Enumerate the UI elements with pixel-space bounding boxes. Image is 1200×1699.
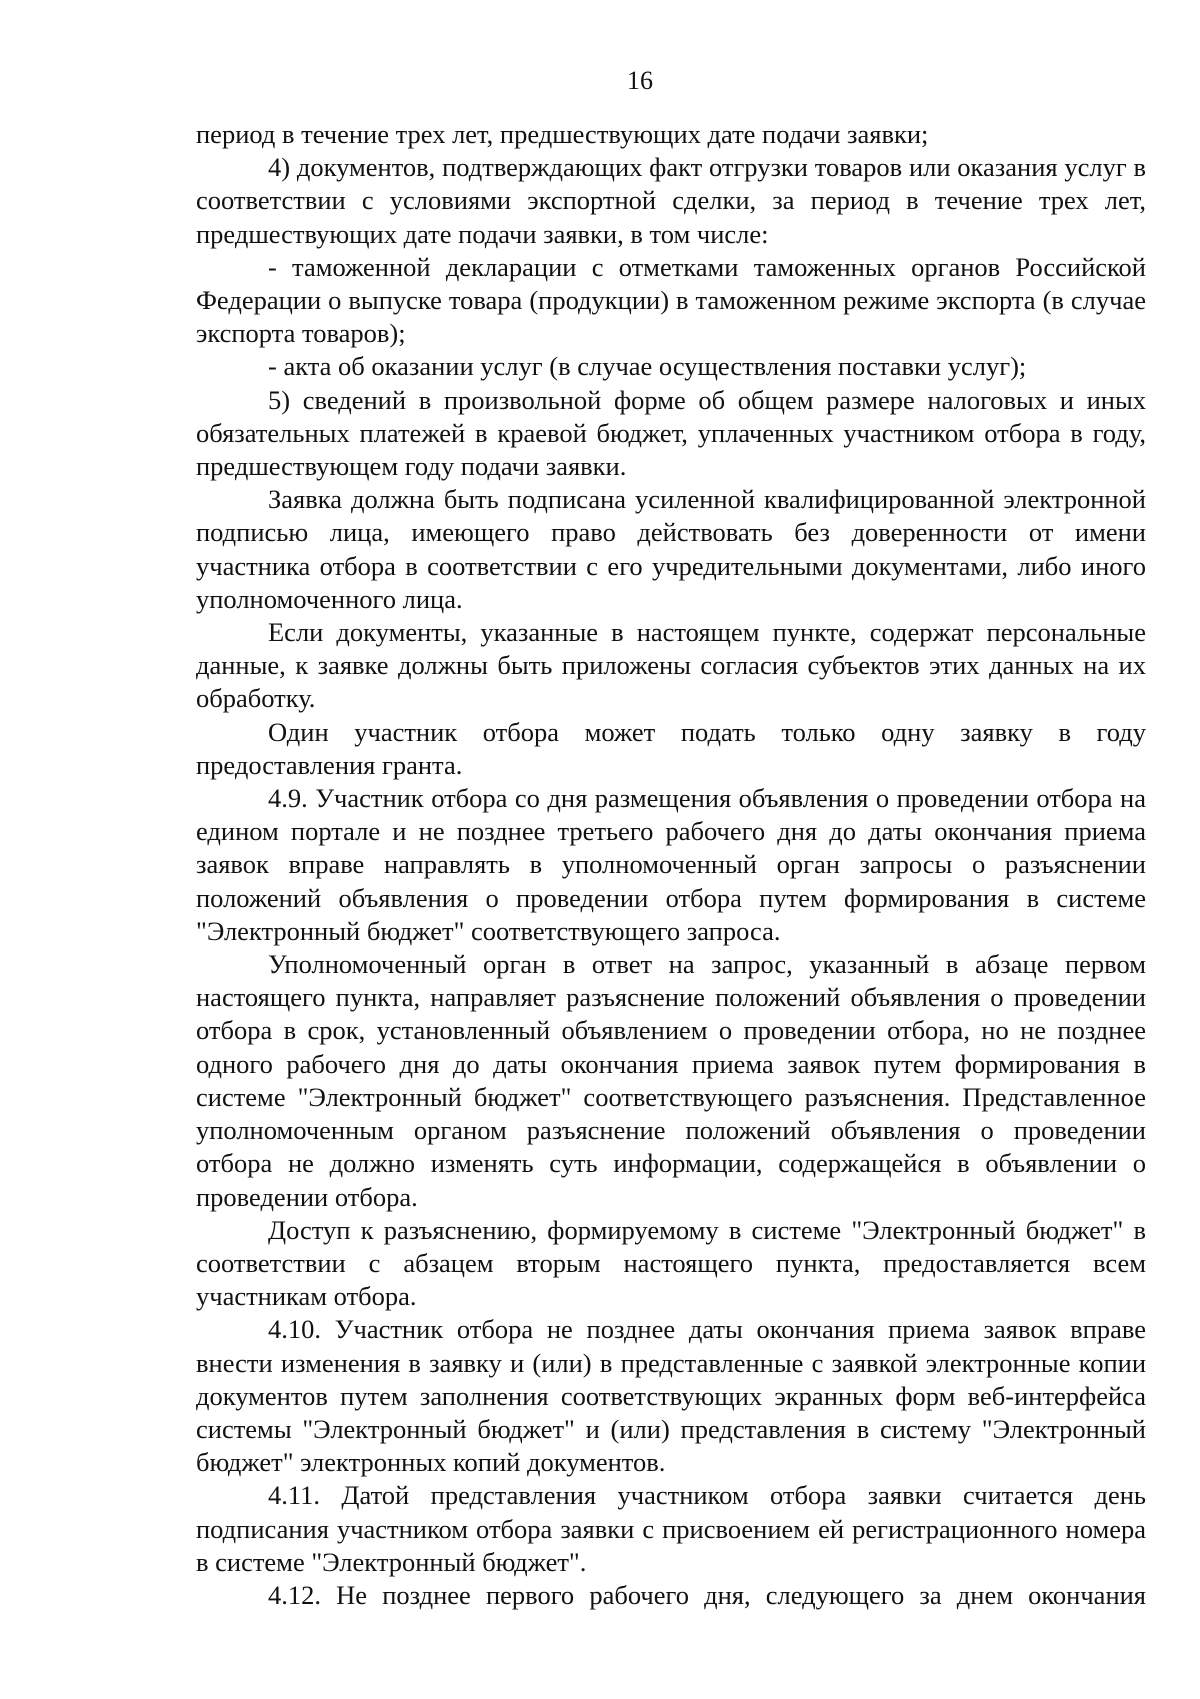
paragraph: Уполномоченный орган в ответ на запрос, указанный в абзаце первом настоящего пункта, направляет разъяснение положений объявления о проведении отбора в срок, установленный объявлением о проведении отбора, но не позднее одного рабочего дня до даты окончания приема заявок путем формирования в системе "Электронный бюджет" соответствующего разъяснения. Представленное уполномоченным органом разъяснение положений объявления о проведении отбора не должно изменять суть информации, содержащейся в объявлении о проведении отбора. bbox=[196, 949, 1146, 1212]
paragraph: период в течение трех лет, предшествующих дате подачи заявки; bbox=[196, 119, 929, 149]
paragraph: - акта об оказании услуг (в случае осуществления поставки услуг); bbox=[268, 351, 1027, 382]
paragraph: 4.11. Датой представления участником отбора заявки считается день подписания участником отбора заявки с присвоением ей регистрационного номера в системе "Электронный бюджет". bbox=[196, 1480, 1146, 1577]
paragraph: 4) документов, подтверждающих факт отгрузки товаров или оказания услуг в соответствии с условиями экспортной сделки, за период в течение трех лет, предшествующих дате подачи заявки, в том числе: bbox=[196, 152, 1146, 249]
paragraph: 4.10. Участник отбора не позднее даты окончания приема заявок вправе внести изменения в заявку и (или) в представленные с заявкой электронные копии документов путем заполнения соответствующих экранных форм веб-интерфейса системы "Электронный бюджет" и (или) представления в систему "Электронный бюджет" электронных копий документов. bbox=[196, 1314, 1146, 1478]
paragraph: Если документы, указанные в настоящем пункте, содержат персональные данные, к заявке должны быть приложены согласия субъектов этих данных на их обработку. bbox=[196, 617, 1146, 714]
paragraph: - таможенной декларации с отметками таможенных органов Российской Федерации о выпуске товара (продукции) в таможенном режиме экспорта (в случае экспорта товаров); bbox=[196, 251, 1146, 349]
paragraph: Заявка должна быть подписана усиленной квалифицированной электронной подписью лица, имеющего право действовать без доверенности от имени участника отбора в соответствии с его учредительными документами, либо иного уполномоченного лица. bbox=[196, 484, 1146, 614]
paragraph: 4.12. Не позднее первого рабочего дня, следующего за днем окончания bbox=[268, 1579, 1146, 1610]
document-body bbox=[196, 118, 1146, 1612]
paragraph: 4.9. Участник отбора со дня размещения объявления о проведении отбора на едином портале и не позднее третьего рабочего дня до даты окончания приема заявок вправе направлять в уполномоченный орган запросы о разъяснении положений объявления о проведении отбора путем формирования в системе "Электронный бюджет" соответствующего запроса. bbox=[196, 783, 1146, 946]
paragraph: Один участник отбора может подать только одну заявку в году предоставления гранта. bbox=[196, 716, 1146, 780]
paragraph: 5) сведений в произвольной форме об общем размере налоговых и иных обязательных платежей в краевой бюджет, уплаченных участником отбора в году, предшествующем году подачи заявки. bbox=[196, 384, 1146, 482]
page-number: 16 bbox=[627, 66, 653, 95]
paragraph: Доступ к разъяснению, формируемому в системе "Электронный бюджет" в соответствии с абзацем вторым настоящего пункта, предоставляется всем участникам отбора. bbox=[196, 1214, 1146, 1312]
